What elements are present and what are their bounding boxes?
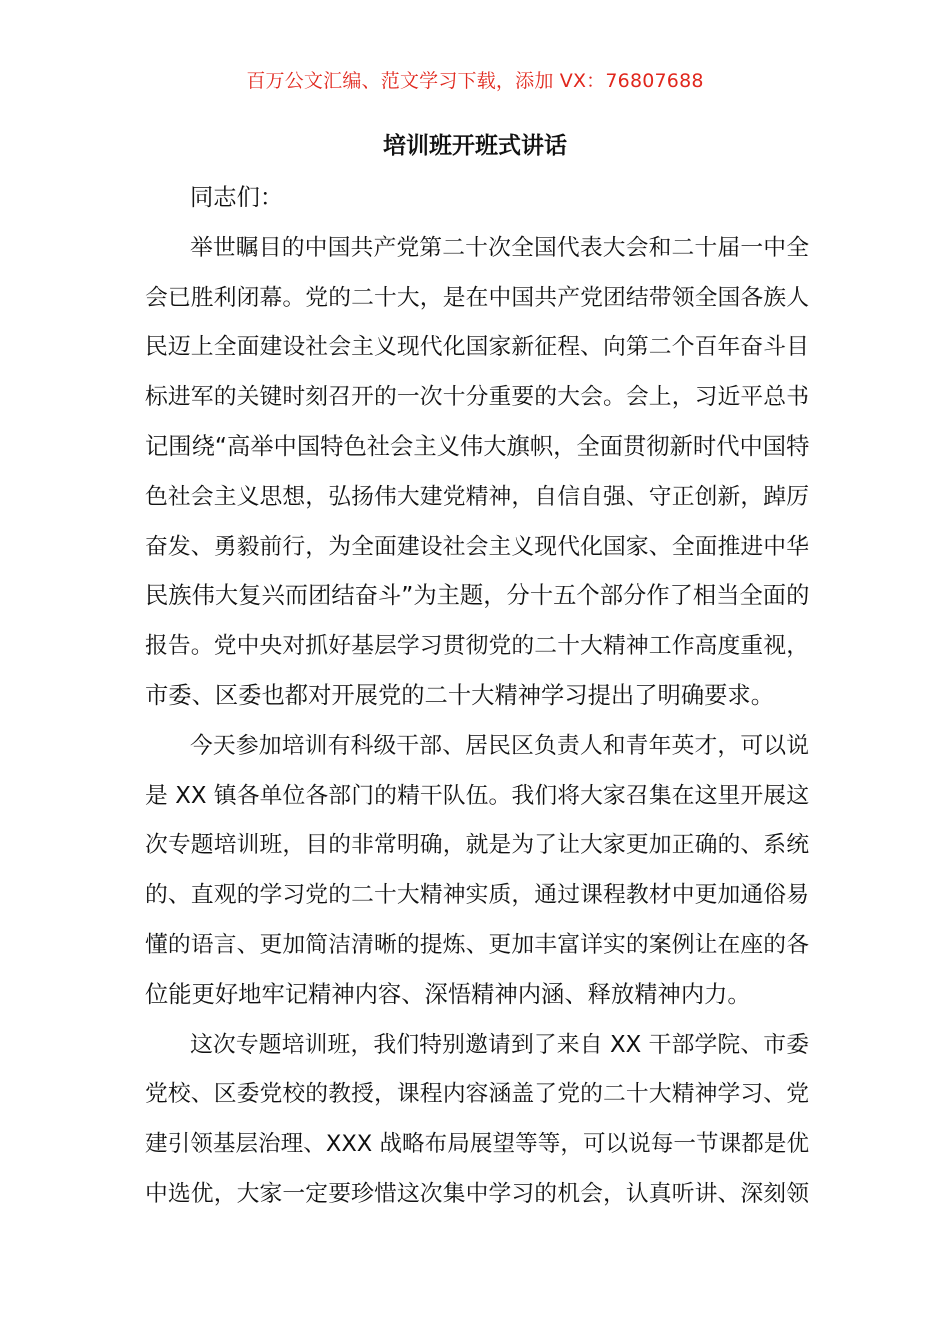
salutation-line: 同志们： [190,184,284,211]
header-banner: 百万公文汇编、范文学习下载，添加 VX：76807688 [246,70,704,92]
paragraph-3-line: 党校、区委党校的教授，课程内容涵盖了党的二十大精神学习、党 [145,1081,809,1108]
paragraph-3-line: 建引领基层治理、XXX 战略布局展望等等，可以说每一节课都是优 [145,1131,809,1158]
paragraph-1-line: 会已胜利闭幕。党的二十大，是在中国共产党团结带领全国各族人 [145,284,809,311]
paragraph-1-line: 报告。党中央对抓好基层学习贯彻党的二十大精神工作高度重视， [145,633,809,660]
paragraph-2-line: 次专题培训班，目的非常明确，就是为了让大家更加正确的、系统 [145,832,809,859]
paragraph-1-line: 举世瞩目的中国共产党第二十次全国代表大会和二十届一中全 [190,234,809,261]
paragraph-2-line: 今天参加培训有科级干部、居民区负责人和青年英才，可以说 [190,732,809,759]
document-body [145,178,809,1224]
document-title: 培训班开班式讲话 [383,133,567,159]
paragraph-1-line: 民迈上全面建设社会主义现代化国家新征程、向第二个百年奋斗目 [145,334,809,361]
paragraph-1-line: 色社会主义思想，弘扬伟大建党精神，自信自强、守正创新，踔厉 [145,483,809,510]
paragraph-1-line: 民族伟大复兴而团结奋斗”为主题，分十五个部分作了相当全面的 [145,582,809,610]
paragraph-2-line: 位能更好地牢记精神内容、深悟精神内涵、释放精神内力。 [145,980,751,1008]
paragraph-2-line: 的、直观的学习党的二十大精神实质，通过课程教材中更加通俗易 [145,882,809,909]
paragraph-3-line: 这次专题培训班，我们特别邀请到了来自 XX 干部学院、市委 [190,1031,809,1058]
paragraph-1-line: 市委、区委也都对开展党的二十大精神学习提出了明确要求。 [145,681,775,709]
paragraph-1-line: 标进军的关键时刻召开的一次十分重要的大会。会上，习近平总书 [145,384,809,411]
paragraph-1-line: 记围绕“高举中国特色社会主义伟大旗帜，全面贯彻新时代中国特 [145,432,809,460]
paragraph-2-line: 懂的语言、更加简洁清晰的提炼、更加丰富详实的案例让在座的各 [145,931,809,958]
paragraph-1-line: 奋发、勇毅前行，为全面建设社会主义现代化国家、全面推进中华 [145,533,809,560]
paragraph-2-line: 是 XX 镇各单位各部门的精干队伍。我们将大家召集在这里开展这 [145,782,809,809]
paragraph-3-line: 中选优，大家一定要珍惜这次集中学习的机会，认真听讲、深刻领 [145,1180,809,1207]
